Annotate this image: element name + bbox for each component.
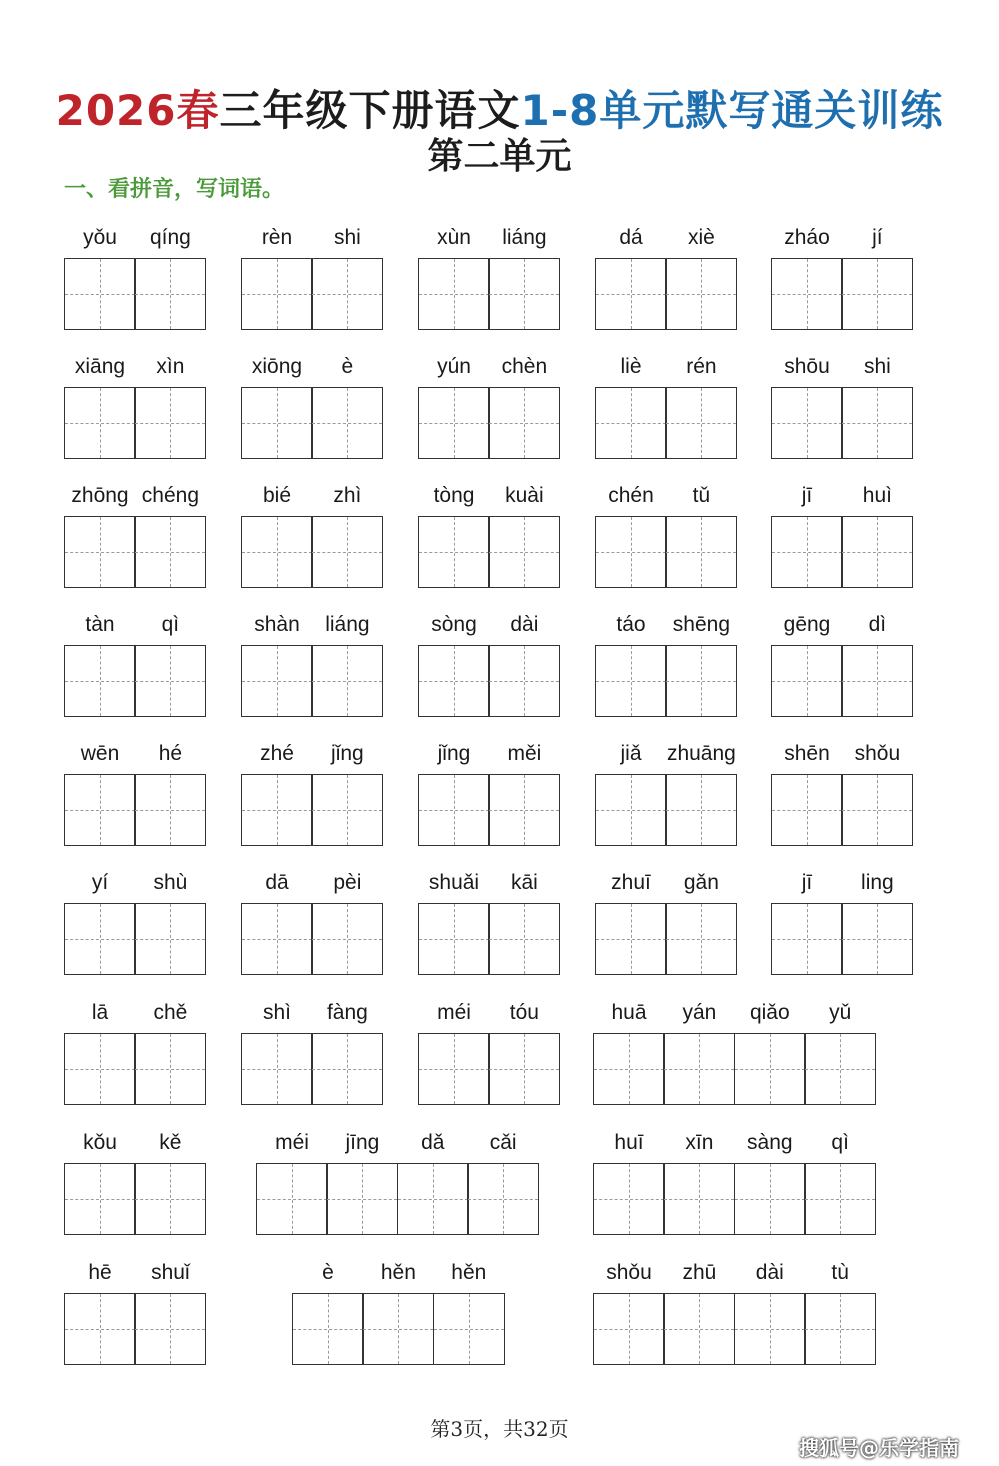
pinyin-label: méi <box>275 1131 309 1154</box>
writing-boxes <box>241 258 383 330</box>
tianzige-cell[interactable] <box>665 903 737 975</box>
tianzige-cell[interactable] <box>595 516 667 588</box>
tianzige-cell[interactable] <box>665 258 737 330</box>
tianzige-cell[interactable] <box>64 258 136 330</box>
tianzige-cell[interactable] <box>134 774 206 846</box>
tianzige-cell[interactable] <box>488 774 560 846</box>
pinyin-label: shàn <box>254 613 300 636</box>
pinyin-label: liè <box>620 355 642 378</box>
tianzige-cell[interactable] <box>595 903 667 975</box>
pinyin-label: chéng <box>141 484 199 507</box>
pinyin-label: jǐng <box>331 742 364 765</box>
writing-boxes <box>64 1033 206 1105</box>
tianzige-cell[interactable] <box>134 645 206 717</box>
pinyin-label: gǎn <box>683 871 719 894</box>
tianzige-cell[interactable] <box>418 903 490 975</box>
tianzige-cell[interactable] <box>418 258 490 330</box>
tianzige-cell[interactable] <box>771 903 843 975</box>
pinyin-label: dá <box>619 226 643 249</box>
tianzige-cell[interactable] <box>64 516 136 588</box>
pinyin-label: jī <box>801 871 813 894</box>
tianzige-cell[interactable] <box>241 258 313 330</box>
pinyin-label: wēn <box>80 742 120 765</box>
tianzige-cell[interactable] <box>841 645 913 717</box>
tianzige-cell[interactable] <box>467 1163 539 1235</box>
pinyin-label: dǎ <box>421 1131 445 1154</box>
tianzige-cell[interactable] <box>311 387 383 459</box>
writing-boxes <box>241 903 383 975</box>
tianzige-cell[interactable] <box>804 1293 876 1365</box>
pinyin-label: tàn <box>85 613 115 636</box>
pinyin-label: xiāng <box>74 355 126 378</box>
tianzige-cell[interactable] <box>397 1163 469 1235</box>
tianzige-cell[interactable] <box>418 387 490 459</box>
tianzige-cell[interactable] <box>595 258 667 330</box>
tianzige-cell[interactable] <box>771 516 843 588</box>
tianzige-cell[interactable] <box>665 387 737 459</box>
tianzige-cell[interactable] <box>804 1163 876 1235</box>
pinyin-label: è <box>341 355 354 378</box>
writing-boxes <box>418 516 560 588</box>
tianzige-cell[interactable] <box>595 645 667 717</box>
pinyin-label: huī <box>614 1131 644 1154</box>
tianzige-cell[interactable] <box>488 1033 560 1105</box>
pinyin-label: rèn <box>261 226 293 249</box>
tianzige-cell[interactable] <box>663 1033 735 1105</box>
pinyin-label: kě <box>159 1131 182 1154</box>
writing-boxes <box>418 774 560 846</box>
tianzige-cell[interactable] <box>593 1163 665 1235</box>
tianzige-cell[interactable] <box>241 774 313 846</box>
writing-boxes <box>593 1163 876 1235</box>
tianzige-cell[interactable] <box>134 1163 206 1235</box>
pinyin-label: dì <box>868 613 887 636</box>
tianzige-cell[interactable] <box>804 1033 876 1105</box>
pinyin-label: shi <box>333 226 361 249</box>
pinyin-label: yún <box>437 355 471 378</box>
writing-boxes <box>595 516 737 588</box>
writing-boxes <box>64 387 206 459</box>
pinyin-label: xiè <box>687 226 715 249</box>
pinyin-label: gēng <box>783 613 831 636</box>
writing-boxes <box>595 903 737 975</box>
tianzige-cell[interactable] <box>64 774 136 846</box>
writing-boxes <box>241 1033 383 1105</box>
writing-boxes <box>292 1293 505 1365</box>
pinyin-label: hěn <box>451 1261 487 1284</box>
pinyin-label: shù <box>153 871 188 894</box>
pinyin-label: zhōng <box>71 484 129 507</box>
tianzige-cell[interactable] <box>433 1293 505 1365</box>
pinyin-label: shuǐ <box>151 1261 190 1284</box>
tianzige-cell[interactable] <box>256 1163 328 1235</box>
pinyin-label: qì <box>161 613 180 636</box>
tianzige-cell[interactable] <box>488 258 560 330</box>
pinyin-label: shēn <box>784 742 830 765</box>
pinyin-label: dài <box>755 1261 784 1284</box>
tianzige-cell[interactable] <box>488 645 560 717</box>
pinyin-label: kāi <box>510 871 538 894</box>
title-units: 1-8单元默写通关训练 <box>520 86 944 135</box>
pinyin-label: è <box>322 1261 334 1284</box>
tianzige-cell[interactable] <box>665 516 737 588</box>
pinyin-label: zhé <box>260 742 294 765</box>
pinyin-label: táo <box>616 613 646 636</box>
pinyin-label: chén <box>608 484 654 507</box>
pinyin-label: xiōng <box>251 355 303 378</box>
tianzige-cell[interactable] <box>311 903 383 975</box>
pinyin-label: sòng <box>431 613 477 636</box>
pinyin-label: shēng <box>672 613 730 636</box>
writing-boxes <box>241 516 383 588</box>
writing-boxes <box>418 903 560 975</box>
tianzige-cell[interactable] <box>241 903 313 975</box>
pinyin-label: shì <box>262 1001 291 1024</box>
pinyin-label: qì <box>831 1131 849 1154</box>
tianzige-cell[interactable] <box>241 516 313 588</box>
writing-boxes <box>418 387 560 459</box>
pinyin-label: yí <box>91 871 109 894</box>
tianzige-cell[interactable] <box>311 774 383 846</box>
tianzige-cell[interactable] <box>241 1033 313 1105</box>
writing-boxes <box>771 645 913 717</box>
tianzige-cell[interactable] <box>771 387 843 459</box>
tianzige-cell[interactable] <box>326 1163 398 1235</box>
pinyin-label: tù <box>831 1261 849 1284</box>
writing-boxes <box>64 258 206 330</box>
pinyin-label: zhuī <box>611 871 651 894</box>
pinyin-label: hěn <box>380 1261 416 1284</box>
pinyin-label: qíng <box>149 226 191 249</box>
tianzige-cell[interactable] <box>771 258 843 330</box>
tianzige-cell[interactable] <box>418 645 490 717</box>
tianzige-cell[interactable] <box>595 774 667 846</box>
tianzige-cell[interactable] <box>64 1163 136 1235</box>
pinyin-label: ling <box>861 871 894 894</box>
pinyin-label: dā <box>265 871 289 894</box>
pinyin-label: jī <box>801 484 813 507</box>
tianzige-cell[interactable] <box>418 1033 490 1105</box>
tianzige-cell[interactable] <box>311 1033 383 1105</box>
writing-boxes <box>64 645 206 717</box>
pinyin-label: shǒu <box>606 1261 652 1284</box>
tianzige-cell[interactable] <box>292 1293 364 1365</box>
watermark: 搜狐号@乐学指南 <box>799 1436 959 1460</box>
tianzige-cell[interactable] <box>771 774 843 846</box>
tianzige-cell[interactable] <box>241 387 313 459</box>
tianzige-cell[interactable] <box>841 258 913 330</box>
tianzige-cell[interactable] <box>665 645 737 717</box>
pinyin-label: yǒu <box>83 226 117 249</box>
writing-boxes <box>64 1163 206 1235</box>
writing-boxes <box>64 1293 206 1365</box>
writing-boxes <box>418 645 560 717</box>
pinyin-label: xìn <box>156 355 185 378</box>
writing-boxes <box>241 387 383 459</box>
pinyin-label: shi <box>863 355 891 378</box>
pinyin-label: tòng <box>433 484 475 507</box>
tianzige-cell[interactable] <box>771 645 843 717</box>
pinyin-label: jǐng <box>437 742 471 765</box>
tianzige-cell[interactable] <box>734 1293 806 1365</box>
tianzige-cell[interactable] <box>488 387 560 459</box>
writing-boxes <box>64 774 206 846</box>
pinyin-label: xīn <box>685 1131 714 1154</box>
pinyin-label: rén <box>686 355 717 378</box>
pinyin-label: hé <box>158 742 183 765</box>
writing-boxes <box>241 774 383 846</box>
tianzige-cell[interactable] <box>488 903 560 975</box>
tianzige-cell[interactable] <box>595 387 667 459</box>
pinyin-label: cǎi <box>489 1131 517 1154</box>
pinyin-label: tǔ <box>692 484 711 507</box>
pinyin-label: chě <box>153 1001 188 1024</box>
pinyin-label: hē <box>88 1261 112 1284</box>
tianzige-cell[interactable] <box>241 645 313 717</box>
pinyin-label: chèn <box>501 355 548 378</box>
pinyin-label: jīng <box>345 1131 380 1154</box>
tianzige-cell[interactable] <box>734 1163 806 1235</box>
pinyin-label: jí <box>872 226 883 249</box>
writing-boxes <box>595 258 737 330</box>
writing-boxes <box>418 258 560 330</box>
writing-boxes <box>771 903 913 975</box>
pinyin-label: yán <box>682 1001 717 1024</box>
writing-boxes <box>241 645 383 717</box>
tianzige-cell[interactable] <box>64 645 136 717</box>
tianzige-cell[interactable] <box>593 1033 665 1105</box>
tianzige-cell[interactable] <box>734 1033 806 1105</box>
writing-boxes <box>64 903 206 975</box>
unit-subtitle: 第二单元 <box>427 136 572 177</box>
tianzige-cell[interactable] <box>418 516 490 588</box>
pinyin-label: pèi <box>333 871 362 894</box>
pinyin-label: shǒu <box>854 742 901 765</box>
pinyin-label: méi <box>437 1001 471 1024</box>
pinyin-label: huā <box>611 1001 647 1024</box>
tianzige-cell[interactable] <box>311 258 383 330</box>
tianzige-cell[interactable] <box>134 258 206 330</box>
pinyin-label: zhū <box>682 1261 717 1284</box>
tianzige-cell[interactable] <box>134 903 206 975</box>
writing-boxes <box>595 774 737 846</box>
writing-boxes <box>595 645 737 717</box>
page-number: 第3页，共32页 <box>430 1417 569 1441</box>
tianzige-cell[interactable] <box>841 903 913 975</box>
pinyin-label: kuài <box>505 484 544 507</box>
tianzige-cell[interactable] <box>311 516 383 588</box>
tianzige-cell[interactable] <box>64 1293 136 1365</box>
pinyin-label: shuǎi <box>428 871 480 894</box>
pinyin-label: yǔ <box>829 1001 852 1024</box>
pinyin-label: měi <box>507 742 542 765</box>
pinyin-label: zhì <box>333 484 362 507</box>
tianzige-cell[interactable] <box>663 1293 735 1365</box>
title-year: 2026春 <box>55 86 220 135</box>
pinyin-label: shōu <box>784 355 830 378</box>
tianzige-cell[interactable] <box>593 1293 665 1365</box>
tianzige-cell[interactable] <box>64 903 136 975</box>
pinyin-label: bié <box>262 484 292 507</box>
pinyin-label: lā <box>91 1001 109 1024</box>
pinyin-label: sàng <box>747 1131 793 1154</box>
pinyin-label: qiǎo <box>749 1001 790 1024</box>
pinyin-label: huì <box>862 484 892 507</box>
tianzige-cell[interactable] <box>64 1033 136 1105</box>
writing-boxes <box>771 387 913 459</box>
writing-boxes <box>64 516 206 588</box>
writing-boxes <box>595 387 737 459</box>
pinyin-label: jiǎ <box>620 742 642 765</box>
writing-boxes <box>256 1163 539 1235</box>
writing-boxes <box>593 1033 876 1105</box>
tianzige-cell[interactable] <box>64 387 136 459</box>
writing-boxes <box>593 1293 876 1365</box>
tianzige-cell[interactable] <box>418 774 490 846</box>
tianzige-cell[interactable] <box>841 387 913 459</box>
pinyin-label: kǒu <box>83 1131 117 1154</box>
tianzige-cell[interactable] <box>841 774 913 846</box>
tianzige-cell[interactable] <box>488 516 560 588</box>
tianzige-cell[interactable] <box>134 516 206 588</box>
tianzige-cell[interactable] <box>663 1163 735 1235</box>
tianzige-cell[interactable] <box>134 1293 206 1365</box>
writing-boxes <box>418 1033 560 1105</box>
tianzige-cell[interactable] <box>134 387 206 459</box>
writing-boxes <box>771 258 913 330</box>
section-heading: 一、看拼音，写词语。 <box>64 177 285 202</box>
pinyin-label: dài <box>510 613 539 636</box>
pinyin-label: tóu <box>509 1001 539 1024</box>
tianzige-cell[interactable] <box>134 1033 206 1105</box>
tianzige-cell[interactable] <box>841 516 913 588</box>
pinyin-label: liáng <box>325 613 370 636</box>
pinyin-label: liáng <box>502 226 547 249</box>
pinyin-label: xùn <box>437 226 471 249</box>
tianzige-cell[interactable] <box>665 774 737 846</box>
pinyin-label: zháo <box>784 226 830 249</box>
title-grade: 三年级下册语文 <box>219 86 521 135</box>
pinyin-label: fàng <box>326 1001 368 1024</box>
tianzige-cell[interactable] <box>362 1293 434 1365</box>
writing-boxes <box>771 516 913 588</box>
tianzige-cell[interactable] <box>311 645 383 717</box>
writing-boxes <box>771 774 913 846</box>
pinyin-label: zhuāng <box>666 742 736 765</box>
